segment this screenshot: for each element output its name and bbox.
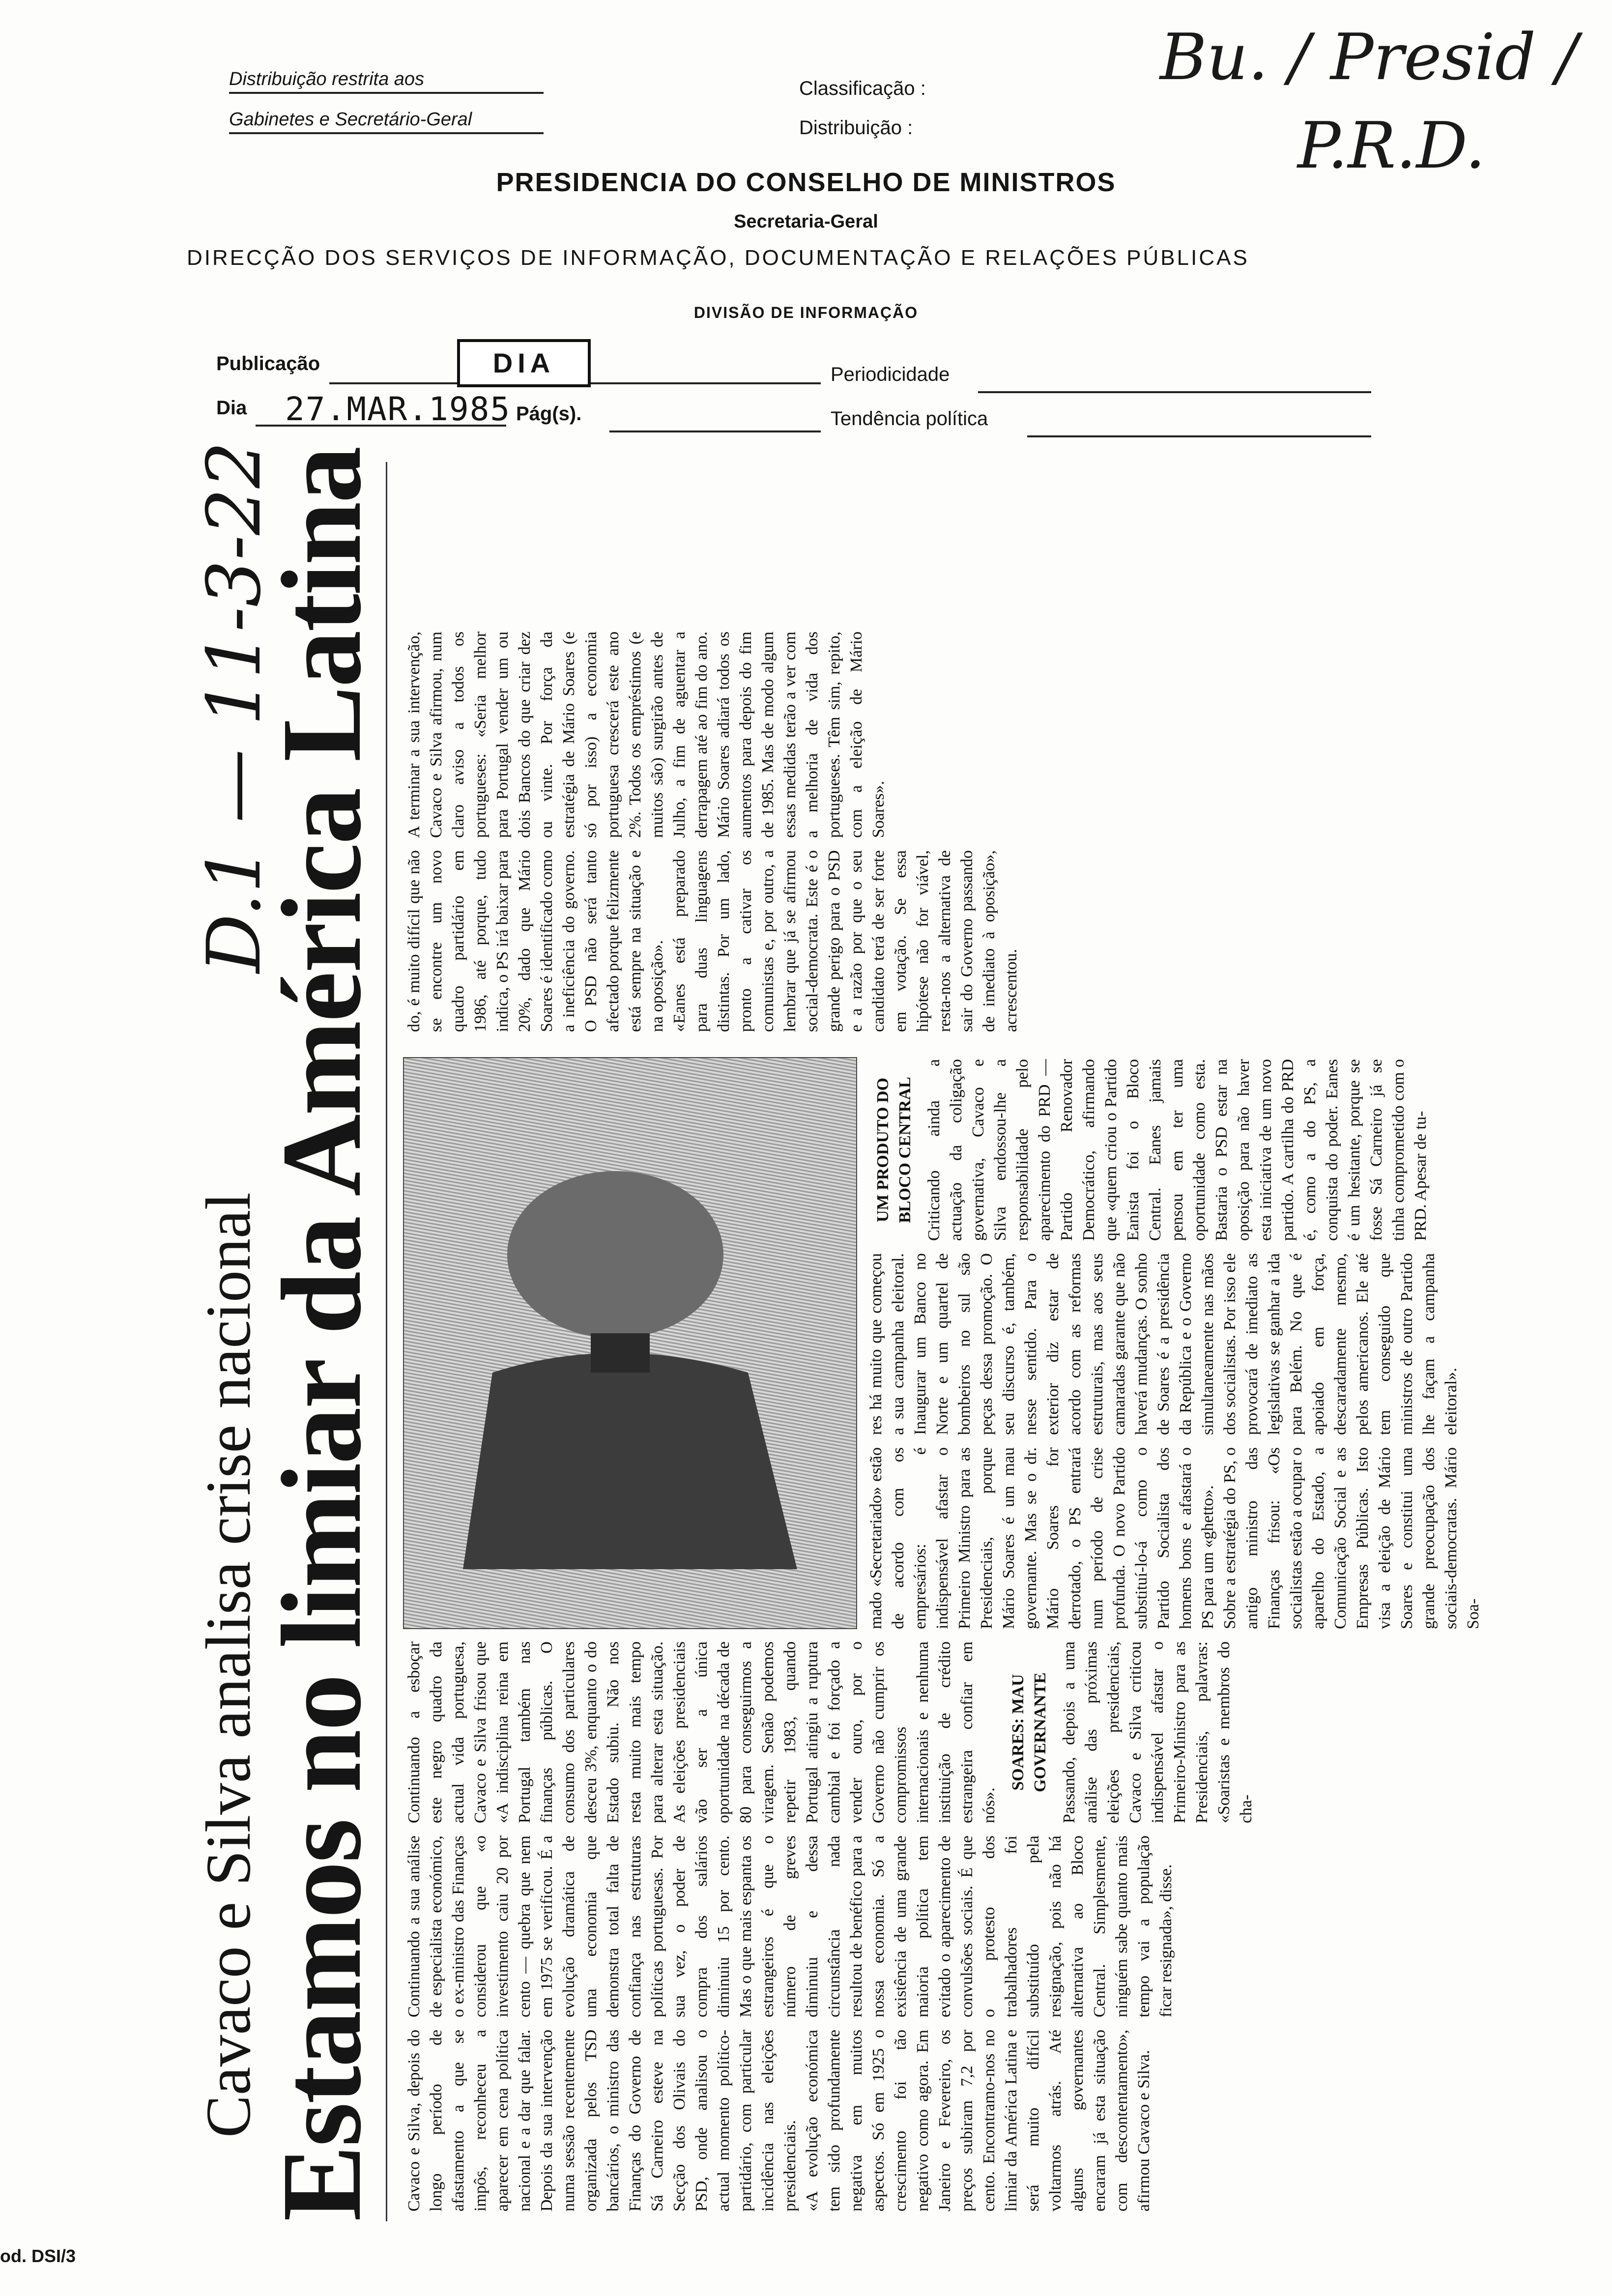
column-2 [403, 1836, 1177, 2017]
periodicity-label: Periodicidade [831, 364, 950, 385]
political-tendency-label: Tendência política [831, 408, 988, 430]
column-8-paragraph: A terminar a sua intervenção, Cavaco e Silva afirmou, num claro aviso a todos os portugueses: «Seria melhor para Portugal vender um ou dois Bancos do que criar dez ou vinte. Por força da estratégia de Mário Soares (e só por isso) a economia portuguesa crescerá este ano 2%. Todos os empréstimos (e muitos são) surgirão antes de Julho, a fim de aguentar a derrapagem até ao fim do ano. Mário Soares adiará todos os aumentos para depois do fim de 1985. Mas de modo algum essas medidas terão a ver com a melhoria de vida dos portugueses. Têm sim, repito, com a eleição de Mário Soares». [405, 631, 888, 838]
division-label: DIVISÃO DE INFORMAÇÃO [693, 304, 919, 321]
article-body [403, 462, 1482, 2221]
secretariat-subtitle: Secretaria-Geral [734, 211, 878, 232]
column-1-quote: «A evolução económica tem sido profundamente negativa em muitos aspectos. Só em 1925 o crescimento foi tão negativo como agora. Em Janeiro e Fevereiro, os preços subiram 7,2 por cento. Encontramo-nos no limiar da América Latina e será muito difícil voltarmos atrás. Até alguns governantes encaram já esta situação com descontentamento», afirmou Cavaco e Silva. [803, 2030, 1153, 2211]
column-8 [403, 631, 890, 838]
date-label: Dia [216, 397, 247, 419]
column-4 [865, 1447, 1484, 1629]
publication-label: Publicação [216, 353, 320, 374]
newspaper-clipping [187, 441, 1482, 2221]
column-4-continuation: Sobre a estratégia do PS, o antigo ministro das Finanças frisou: «Os socialistas estão a ocupar o aparelho do Estado, a Comunicação Social e as Empresas Públicas. Isto visa a eleição de Mário Soares e constitui uma grande preocupação dos sociais-democratas. Mário Soa- [1221, 1447, 1482, 1629]
political-tendency-line [1027, 435, 1371, 437]
pages-line [609, 430, 821, 432]
organization-title: PRESIDENCIA DO CONSELHO DE MINISTROS [496, 168, 1116, 197]
column-3-continuation: Passando, depois a uma análise das próximas eleições presidenciais, Cavaco e Silva criticou indispensável afastar o Primeiro-Ministro para as Presidenciais, palavras: «Soaristas e membros do cha- [1060, 1641, 1255, 1823]
column-7-continuation: «Eanes está preparado para duas linguagens distintas. Por um lado, pronto a cativar os comunistas e, por outro, a lembrar que já se afirmou social-democrata. Este é o grande perigo para o PSD e a razão por que o seu candidato terá de ser forte em votação. Se essa hipótese não for viável, resta-nos a alternativa de sair do Governo passando de imediato à oposição», acrescentou. [670, 850, 1020, 1032]
column-7 [403, 850, 1022, 1032]
headline-rule [386, 462, 387, 2221]
classification-label: Classificação : [799, 78, 926, 99]
distribution-line-1: Distribuição restrita aos [229, 69, 544, 94]
handwritten-note-line-2: P.R.D. [1297, 108, 1486, 183]
distribution-line-2: Gabinetes e Secretário-Geral [229, 109, 544, 134]
publication-stamp: DIA [457, 339, 591, 387]
subheading-soares: SOARES: MAU GOVERNANTE [1009, 1672, 1049, 1792]
portrait-photo-placeholder [404, 1058, 856, 1628]
article-photo [403, 1057, 857, 1629]
column-5-paragraph: res há muito que começou a sua campanha eleitoral. Inaugurar um Banco no Norte e um quartel de bombeiros no sul são peças dessa promoção. O seu discurso é, também, nesse sentido. Para o exterior diz estar de acordo com as reformas estruturais, mas aos seus camaradas garante que não haverá mudanças. O sonho de Soares é a presidência da República e o Governo simultaneamente nas mãos dos socialistas. Por isso ele provocará de imediato as legislativas se ganhar a ida para Belém. No que é apoiado em força, descaradamente mesmo, pelos americanos. Ele até tem conseguido que ministros de outro Partido lhe façam a campanha eleitoral». [867, 1253, 1460, 1435]
column-1 [403, 2030, 1155, 2211]
column-3-paragraph: Continuando a esboçar este negro quadro da actual vida portuguesa, Cavaco e Silva frisou que «A indisciplina reina em Portugal também nas finanças públicas. O consumo dos particulares desceu 3%, enquanto o do Estado subiu. Não nos resta muito mais tempo para alterar esta situação. As eleições presidenciais vão ser a única oportunidade na década de 80 para conseguirmos a viragem. Senão podemos repetir 1983, quando Portugal atingiu a ruptura cambial e foi forçado a vender ouro, por o Governo não cumprir os compromissos internacionais e nenhuma instituição de crédito estrangeira confiar em nós». [405, 1641, 998, 1823]
form-code: od. DSI/3 [0, 2246, 76, 2266]
column-6-paragraph: Criticando ainda a actuação da coligação governativa, Cavaco e Silva endossou-lhe a responsabilidade pelo aparecimento do PRD — Partido Renovador Democrático, afirmando que «quem criou o Partido Eanista foi o Bloco Central. Eanes jamais pensou em ter uma oportunidade como esta. Bastaria o PSD estar na oposição para não haver esta iniciativa de um novo partido. A cartilha do PRD é, como a do PS, a conquista do poder. Eanes é um hesitante, porque se fosse Sá Carneiro já se tinha comprometido com o PRD. Apesar de tu- [925, 1059, 1430, 1241]
column-6 [865, 1059, 1432, 1241]
date-stamp: 27.MAR.1985 [285, 390, 511, 428]
article-headline: Estamos no limiar da América Latina [259, 447, 385, 2221]
distribution-label: Distribuição : [799, 117, 913, 139]
column-1-paragraph: Cavaco e Silva, depois do longo período de afastamento a que se impôs, reconheceu a aparecer em cena política nacional e a dar que falar. Depois da sua intervenção numa sessão recentemente organizada pelos TSD bancários, o ministro das Finanças do Governo de Sá Carneiro esteve na Secção dos Olivais do PSD, onde analisou o actual momento político-partidário, com particular incidência nas eleições presidenciais. [405, 2030, 799, 2211]
column-2-paragraph: Continuando a sua análise de especialista económico, o ex-ministro das Finanças considerou que «o investimento caiu 20 por cento — quebra que nem em 1975 se verificou. É a evolução dramática de uma economia que demonstra total falta de confiança nas estruturas políticas portuguesas. Por sua vez, o poder de compra dos salários diminuiu 15 por cento. Mas o que mais espanta os estrangeiros é que o número de greves diminuiu e dessa circunstância nada resultou de benéfico para a nossa economia. Só a existência de uma grande maioria política tem evitado o aparecimento de convulsões sociais. É que o protesto dos trabalhadores foi substituído pela resignação, pois não há alternativa ao Bloco Central. Simplesmente, ninguém sabe quanto mais tempo vai a população ficar resignada», disse. [405, 1836, 1175, 2017]
handwritten-note-line-1: Bu. / Presid / [1160, 20, 1578, 94]
article-kicker: Cavaco e Silva analisa crise nacional [193, 1192, 264, 2138]
directorate-line: DIRECÇÃO DOS SERVIÇOS DE INFORMAÇÃO, DOCUMENTAÇÃO E RELAÇÕES PÚBLICAS [187, 246, 1249, 270]
periodicity-line [978, 391, 1371, 393]
column-3 [403, 1641, 1257, 1823]
column-7-paragraph: do, é muito difícil que não se encontre um novo quadro partidário em 1986, até porque, tudo indica, o PS irá baixar para 20%, dado que Mário Soares é identificado como a ineficiência do governo. O PSD não será tanto afectado porque felizmente está sempre na situação e na oposição». [405, 850, 666, 1032]
handwritten-reference: D.1 — 11-3-22 [192, 441, 277, 973]
column-5 [865, 1253, 1462, 1435]
subheading-bloco-central: UM PRODUTO DO BLOCO CENTRAL [874, 1077, 914, 1223]
pages-label: Pág(s). [516, 403, 582, 425]
column-4-paragraph: mado «Secretariado» estão de acordo com os empresários: é indispensável afastar o Primeiro Ministro para as Presidenciais, porque Mário Soares é um mau governante. Mas se o dr. Mário Soares for derrotado, o PS entrará num período de crise profunda. O novo Partido substituí-lo-á como o Partido Socialista dos homens bons e afastará o PS para um «ghetto». [867, 1447, 1217, 1629]
